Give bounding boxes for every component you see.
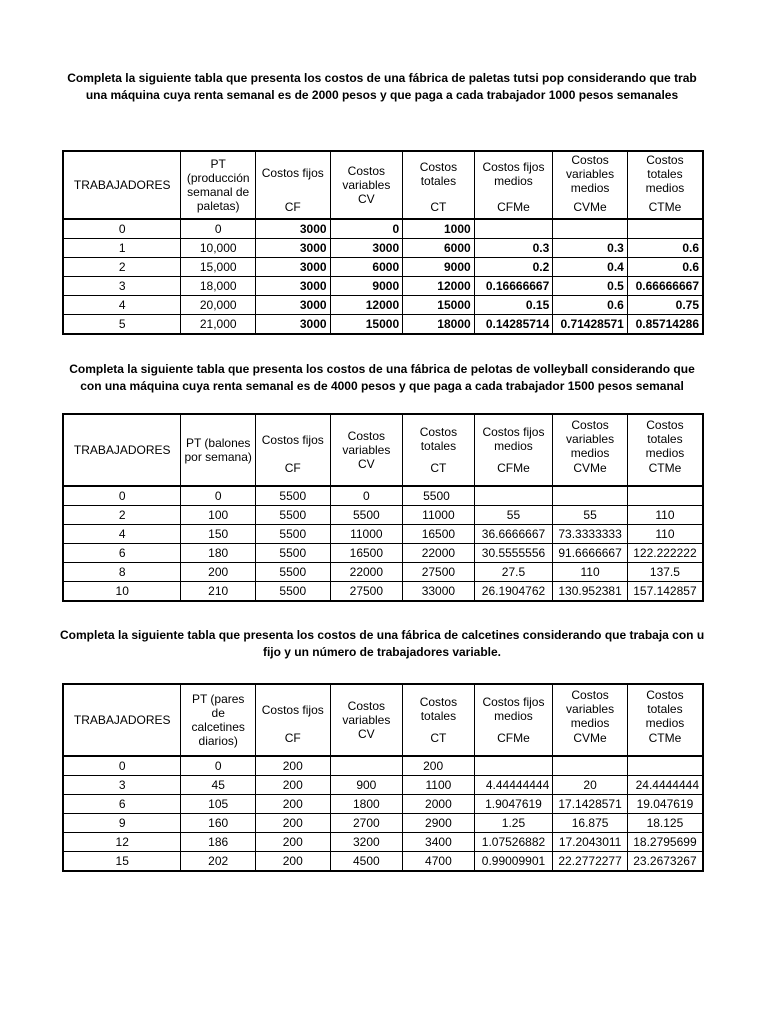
cell-trabajadores: 3	[63, 277, 181, 296]
header-cvme-sub: CVMe	[573, 200, 607, 214]
cell-cvme: 0.4	[553, 258, 628, 277]
cell-cvme	[553, 756, 628, 776]
cell-cf: 5500	[255, 582, 330, 602]
cell-cv: 1800	[330, 795, 403, 814]
cell-cfme: 0.14285714	[474, 315, 553, 335]
header-ctme-top: Costos totales medios	[645, 688, 685, 730]
table-row	[63, 795, 703, 814]
cell-pt: 0	[181, 219, 256, 239]
header-cf-sub: CF	[284, 731, 301, 745]
cell-pt: 10,000	[181, 239, 256, 258]
cell-cvme: 16.875	[553, 814, 628, 833]
section-1-title-line-1: Completa la siguiente tabla que presenta los costos de una fábrica de paletas tutsi pop considerando que trab	[67, 71, 697, 85]
header-cf-top: Costos fijos	[261, 703, 324, 717]
header-cfme	[474, 414, 553, 486]
cell-cv: 11000	[330, 525, 403, 544]
cell-cvme: 130.952381	[553, 582, 628, 602]
cell-cfme	[474, 756, 553, 776]
cell-pt: 18,000	[181, 277, 256, 296]
table-row	[63, 544, 703, 563]
cell-ctme: 0.66666667	[627, 277, 703, 296]
cell-trabajadores: 8	[63, 563, 181, 582]
cell-pt: 100	[181, 506, 256, 525]
cell-pt: 180	[181, 544, 256, 563]
header-cfme-top: Costos fijos medios	[482, 695, 545, 723]
cell-cfme: 30.5555556	[474, 544, 553, 563]
header-cvme	[553, 414, 628, 486]
table-row	[63, 756, 703, 776]
header-ctme-top: Costos totales medios	[645, 153, 685, 195]
section-1-title	[60, 70, 704, 104]
cell-cf: 5500	[255, 506, 330, 525]
cell-cfme: 36.6666667	[474, 525, 553, 544]
cell-ctme	[627, 756, 703, 776]
cell-trabajadores: 6	[63, 544, 181, 563]
cell-cfme: 4.44444444	[474, 776, 553, 795]
table-row	[63, 776, 703, 795]
cell-pt: 21,000	[181, 315, 256, 335]
header-cf-sub: CF	[284, 200, 301, 214]
table-row	[63, 852, 703, 872]
cell-cv: 0	[330, 219, 403, 239]
cell-cf: 200	[255, 776, 330, 795]
cell-cv: 22000	[330, 563, 403, 582]
section-1-title-line-2: una máquina cuya renta semanal es de 2000 pesos y que paga a cada trabajador 1000 pesos semanales	[85, 88, 679, 102]
cell-trabajadores: 2	[63, 258, 181, 277]
cell-cv: 5500	[330, 506, 403, 525]
header-cfme-top: Costos fijos medios	[482, 160, 545, 188]
cell-cfme: 0.99009901	[474, 852, 553, 872]
cell-trabajadores: 12	[63, 833, 181, 852]
cell-trabajadores: 3	[63, 776, 181, 795]
cell-pt: 45	[181, 776, 256, 795]
cell-cf: 3000	[255, 315, 330, 335]
cell-cvme: 91.6666667	[553, 544, 628, 563]
header-cv: Costos variables CV	[330, 414, 403, 486]
cell-cvme: 73.3333333	[553, 525, 628, 544]
cell-cfme: 1.07526882	[474, 833, 553, 852]
table-row	[63, 277, 703, 296]
header-ctme-sub: CTMe	[648, 200, 682, 214]
cell-trabajadores: 15	[63, 852, 181, 872]
cell-ct: 1100	[403, 776, 475, 795]
header-cvme-top: Costos variables medios	[566, 418, 615, 460]
header-trabajadores: TRABAJADORES	[63, 684, 181, 756]
header-cvme-sub: CVMe	[573, 731, 607, 745]
header-ct-top: Costos totales	[419, 160, 458, 188]
cell-cvme: 17.2043011	[553, 833, 628, 852]
cell-cf: 200	[255, 852, 330, 872]
table-3	[62, 683, 704, 872]
cell-cvme: 0.5	[553, 277, 628, 296]
cell-pt: 20,000	[181, 296, 256, 315]
cell-cfme: 0.2	[474, 258, 553, 277]
section-2-title-line-2: con una máquina cuya renta semanal es de 4000 pesos y que paga a cada trabajador 1500 pesos semanal	[80, 379, 684, 393]
table-row	[63, 486, 703, 506]
table-row	[63, 315, 703, 335]
cell-cf: 3000	[255, 239, 330, 258]
cell-cfme: 0.16666667	[474, 277, 553, 296]
cell-trabajadores: 6	[63, 795, 181, 814]
cell-pt: 200	[181, 563, 256, 582]
table-2	[62, 413, 704, 602]
cell-ct: 12000	[403, 277, 475, 296]
header-ct-sub: CT	[430, 461, 447, 475]
cell-ctme	[627, 486, 703, 506]
cell-cv: 12000	[330, 296, 403, 315]
cell-cvme	[553, 219, 628, 239]
cell-cfme	[474, 486, 553, 506]
cell-ct: 9000	[403, 258, 475, 277]
header-cf	[255, 414, 330, 486]
cell-ctme: 122.222222	[627, 544, 703, 563]
cell-trabajadores: 10	[63, 582, 181, 602]
table-row	[63, 506, 703, 525]
cell-cvme	[553, 486, 628, 506]
table-row	[63, 582, 703, 602]
cell-ctme: 110	[627, 525, 703, 544]
cell-pt: 210	[181, 582, 256, 602]
cell-ctme: 0.6	[627, 258, 703, 277]
cell-ctme: 137.5	[627, 563, 703, 582]
header-cfme-sub: CFMe	[497, 461, 530, 475]
cell-cvme: 0.3	[553, 239, 628, 258]
section-3-title	[60, 627, 704, 661]
cell-trabajadores: 0	[63, 486, 181, 506]
cell-cv: 3000	[330, 239, 403, 258]
header-cf-sub: CF	[284, 461, 301, 475]
header-ctme	[627, 414, 703, 486]
cell-cf: 5500	[255, 544, 330, 563]
cell-cvme: 110	[553, 563, 628, 582]
cell-cvme: 0.6	[553, 296, 628, 315]
cell-cfme: 27.5	[474, 563, 553, 582]
cell-ctme: 19.047619	[627, 795, 703, 814]
cell-cf: 200	[255, 833, 330, 852]
cell-pt: 0	[181, 756, 256, 776]
cell-cv: 900	[330, 776, 403, 795]
cell-cfme: 55	[474, 506, 553, 525]
table-1	[62, 150, 704, 335]
cell-trabajadores: 1	[63, 239, 181, 258]
header-cf-top: Costos fijos	[261, 433, 324, 447]
table-row	[63, 296, 703, 315]
cell-pt: 202	[181, 852, 256, 872]
cell-trabajadores: 0	[63, 756, 181, 776]
cell-cv: 4500	[330, 852, 403, 872]
header-cfme	[474, 151, 553, 219]
cell-pt: 105	[181, 795, 256, 814]
cell-ctme	[627, 219, 703, 239]
cell-trabajadores: 4	[63, 525, 181, 544]
header-cvme	[553, 151, 628, 219]
cell-cv: 3200	[330, 833, 403, 852]
cell-trabajadores: 4	[63, 296, 181, 315]
cell-ctme: 18.2795699	[627, 833, 703, 852]
header-pt: PT (producción semanal de paletas)	[181, 151, 256, 219]
cell-ctme: 110	[627, 506, 703, 525]
cell-cf: 3000	[255, 277, 330, 296]
cell-ct: 3400	[403, 833, 475, 852]
cell-cv: 2700	[330, 814, 403, 833]
cell-trabajadores: 9	[63, 814, 181, 833]
cell-ct: 5500	[403, 486, 475, 506]
cell-ct: 27500	[403, 563, 475, 582]
table-row	[63, 833, 703, 852]
cell-ct: 2900	[403, 814, 475, 833]
header-trabajadores: TRABAJADORES	[63, 151, 181, 219]
header-ct	[403, 684, 475, 756]
header-cfme-sub: CFMe	[497, 731, 530, 745]
table-row	[63, 814, 703, 833]
header-ct-top: Costos totales	[419, 695, 458, 723]
cell-cvme: 17.1428571	[553, 795, 628, 814]
header-cf	[255, 684, 330, 756]
cell-ct: 16500	[403, 525, 475, 544]
header-cvme-top: Costos variables medios	[566, 153, 615, 195]
cell-trabajadores: 2	[63, 506, 181, 525]
cell-pt: 186	[181, 833, 256, 852]
cell-cfme: 0.3	[474, 239, 553, 258]
header-trabajadores: TRABAJADORES	[63, 414, 181, 486]
header-ctme	[627, 684, 703, 756]
cell-ctme: 0.6	[627, 239, 703, 258]
cell-cvme: 22.2772277	[553, 852, 628, 872]
header-cf	[255, 151, 330, 219]
header-ctme	[627, 151, 703, 219]
cell-cf: 200	[255, 756, 330, 776]
header-ct-sub: CT	[430, 200, 447, 214]
cell-cv: 15000	[330, 315, 403, 335]
cell-pt: 0	[181, 486, 256, 506]
header-ctme-sub: CTMe	[648, 731, 682, 745]
cell-cfme: 1.9047619	[474, 795, 553, 814]
cell-ct: 4700	[403, 852, 475, 872]
cell-cf: 3000	[255, 258, 330, 277]
header-cv: Costos variables CV	[330, 684, 403, 756]
header-cfme-top: Costos fijos medios	[482, 425, 545, 453]
cell-cfme	[474, 219, 553, 239]
cell-cf: 3000	[255, 296, 330, 315]
cell-ct: 22000	[403, 544, 475, 563]
cell-ct: 15000	[403, 296, 475, 315]
cell-ctme: 18.125	[627, 814, 703, 833]
table-row	[63, 563, 703, 582]
cell-ctme: 24.4444444	[627, 776, 703, 795]
header-ct	[403, 151, 475, 219]
cell-cv: 27500	[330, 582, 403, 602]
header-ctme-sub: CTMe	[648, 461, 682, 475]
cell-ct: 2000	[403, 795, 475, 814]
cell-trabajadores: 5	[63, 315, 181, 335]
cell-pt: 150	[181, 525, 256, 544]
section-2-title	[60, 361, 704, 395]
cell-cfme: 1.25	[474, 814, 553, 833]
header-cfme-sub: CFMe	[497, 200, 530, 214]
cell-cf: 5500	[255, 486, 330, 506]
cell-pt: 160	[181, 814, 256, 833]
cell-cf: 3000	[255, 219, 330, 239]
cell-cvme: 20	[553, 776, 628, 795]
header-cv: Costos variables CV	[330, 151, 403, 219]
header-ct	[403, 414, 475, 486]
cell-ct: 18000	[403, 315, 475, 335]
header-cf-top: Costos fijos	[261, 166, 324, 180]
cell-ct: 33000	[403, 582, 475, 602]
cell-cv: 0	[330, 486, 403, 506]
header-cfme	[474, 684, 553, 756]
cell-cfme: 26.1904762	[474, 582, 553, 602]
cell-pt: 15,000	[181, 258, 256, 277]
header-cvme-top: Costos variables medios	[566, 688, 615, 730]
cell-cfme: 0.15	[474, 296, 553, 315]
cell-ct: 6000	[403, 239, 475, 258]
cell-cvme: 0.71428571	[553, 315, 628, 335]
cell-ct: 200	[403, 756, 475, 776]
cell-cf: 200	[255, 814, 330, 833]
header-pt: PT (balones por semana)	[181, 414, 256, 486]
cell-ctme: 0.75	[627, 296, 703, 315]
section-2-title-line-1: Completa la siguiente tabla que presenta los costos de una fábrica de pelotas de volleyball considerando que	[69, 362, 695, 376]
cell-trabajadores: 0	[63, 219, 181, 239]
cell-ctme: 157.142857	[627, 582, 703, 602]
cell-cv: 9000	[330, 277, 403, 296]
cell-cvme: 55	[553, 506, 628, 525]
cell-cf: 200	[255, 795, 330, 814]
header-pt: PT (pares de calcetines diarios)	[181, 684, 256, 756]
table-row	[63, 239, 703, 258]
table-row	[63, 258, 703, 277]
header-ct-top: Costos totales	[419, 425, 458, 453]
section-3-title-line-2: fijo y un número de trabajadores variable.	[262, 645, 502, 659]
header-cvme	[553, 684, 628, 756]
cell-cv: 6000	[330, 258, 403, 277]
header-cvme-sub: CVMe	[573, 461, 607, 475]
header-ctme-top: Costos totales medios	[645, 418, 685, 460]
cell-cv: 16500	[330, 544, 403, 563]
cell-cv	[330, 756, 403, 776]
cell-ctme: 23.2673267	[627, 852, 703, 872]
section-3-title-line-1: Completa la siguiente tabla que presenta los costos de una fábrica de calcetines considerando que trabaja con u	[60, 628, 704, 642]
header-ct-sub: CT	[430, 731, 447, 745]
table-row	[63, 525, 703, 544]
cell-ct: 11000	[403, 506, 475, 525]
cell-ctme: 0.85714286	[627, 315, 703, 335]
table-row	[63, 219, 703, 239]
cell-cf: 5500	[255, 525, 330, 544]
cell-ct: 1000	[403, 219, 475, 239]
cell-cf: 5500	[255, 563, 330, 582]
